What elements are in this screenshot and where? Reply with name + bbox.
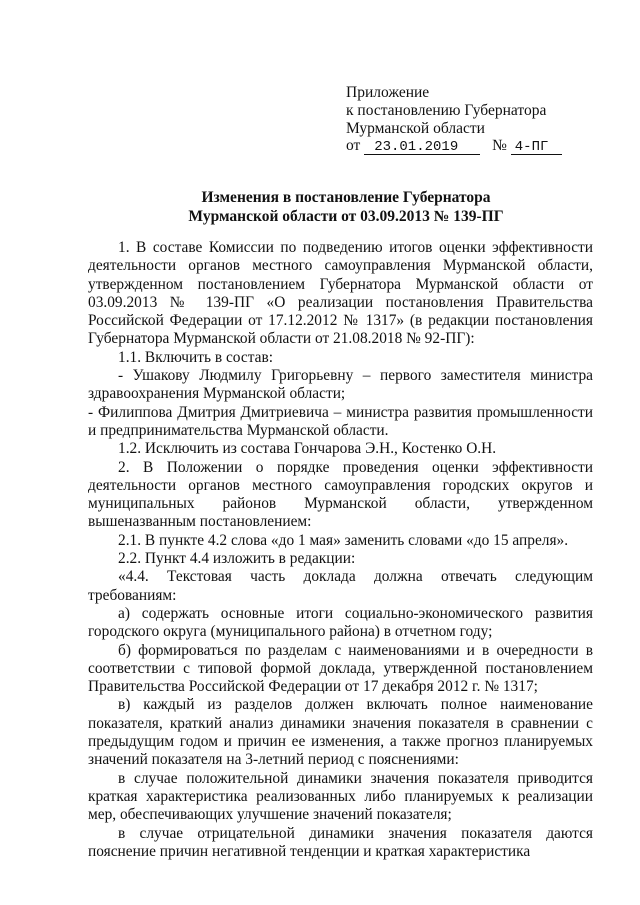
paragraph-2: 2. В Положении о порядке проведения оценки эффективности деятельности органов местного самоуправления городских округов и муниципальных районов Мурманской области, утвержденном вышеназванным постановлением: (88, 458, 593, 531)
paragraph-dash-2: - Филиппова Дмитрия Дмитриевича – министра развития промышленности и предпринимательства Мурманской области. (88, 403, 593, 439)
paragraph-2-1: 2.1. В пункте 4.2 слова «до 1 мая» заменить словами «до 15 апреля». (118, 531, 569, 549)
date-prefix: от (346, 137, 361, 155)
paragraph-1-2: 1.2. Исключить из состава Гончарова Э.Н., Костенко О.Н. (118, 440, 497, 458)
appendix-line-3: Мурманской области (346, 119, 485, 137)
appendix-date-line (346, 137, 562, 155)
number-prefix: № (492, 137, 507, 155)
paragraph-1: 1. В составе Комиссии по подведению итогов оценки эффективности деятельности органов местного самоуправления Мурманской области, утвержденном постановлением Губернатора Мурманской области от 03.09.2013 № 139-ПГ «О реализации постановления Правительства Российской Федерации от 17.12.2012 № 1317» (в редакции постановления Губернатора Мурманской области от 21.08.2018 № 92-ПГ): (88, 239, 593, 348)
number-field (511, 140, 563, 155)
paragraph-1-1: 1.1. Включить в состав: (118, 348, 273, 366)
paragraph-4-4-b: б) формироваться по разделам с наименованиями и в очередности в соответствии с типовой формой доклада, утвержденной постановлением Правительства Российской Федерации от 17 декабря 2012 г. № 1317; (88, 641, 593, 696)
paragraph-negative-dynamics: в случае отрицательной динамики значения показателя даются пояснение причин негативной тенденции и краткая характеристика (88, 824, 593, 860)
paragraph-4-4-c: в) каждый из разделов должен включать полное наименование показателя, краткий анализ динамики значения показателя в сравнении с предыдущим годом и причин ее изменения, а также прогноз планируемых значений показателя на 3-летний период с пояснениями: (88, 696, 593, 769)
appendix-block (346, 84, 562, 155)
paragraph-dash-1: - Ушакову Людмилу Григорьевну – первого заместителя министра здравоохранения Мурманской области; (88, 367, 593, 403)
paragraph-positive-dynamics: в случае положительной динамики значения показателя приводится краткая характеристика реализованных либо планируемых к реализации мер, обеспечивающих улучшение значений показателя; (88, 769, 593, 824)
number-value: 4-ПГ (514, 139, 549, 156)
date-value: 23.01.2019 (374, 139, 459, 156)
title-line-2: Мурманской области от 03.09.2013 № 139-ПГ (188, 208, 504, 225)
date-field (364, 140, 480, 155)
document-title (88, 188, 604, 226)
paragraph-2-2: 2.2. Пункт 4.4 изложить в редакции: (118, 550, 356, 568)
document-body (88, 239, 593, 861)
paragraph-4-4: «4.4. Текстовая часть доклада должна отвечать следующим требованиям: (88, 568, 593, 604)
appendix-line-2: к постановлению Губернатора (346, 101, 547, 119)
title-line-1: Изменения в постановление Губернатора (201, 189, 491, 206)
paragraph-4-4-a: а) содержать основные итоги социально-экономического развития городского округа (муниципального района) в отчетном году; (88, 604, 593, 641)
appendix-line-1: Приложение (346, 84, 430, 101)
